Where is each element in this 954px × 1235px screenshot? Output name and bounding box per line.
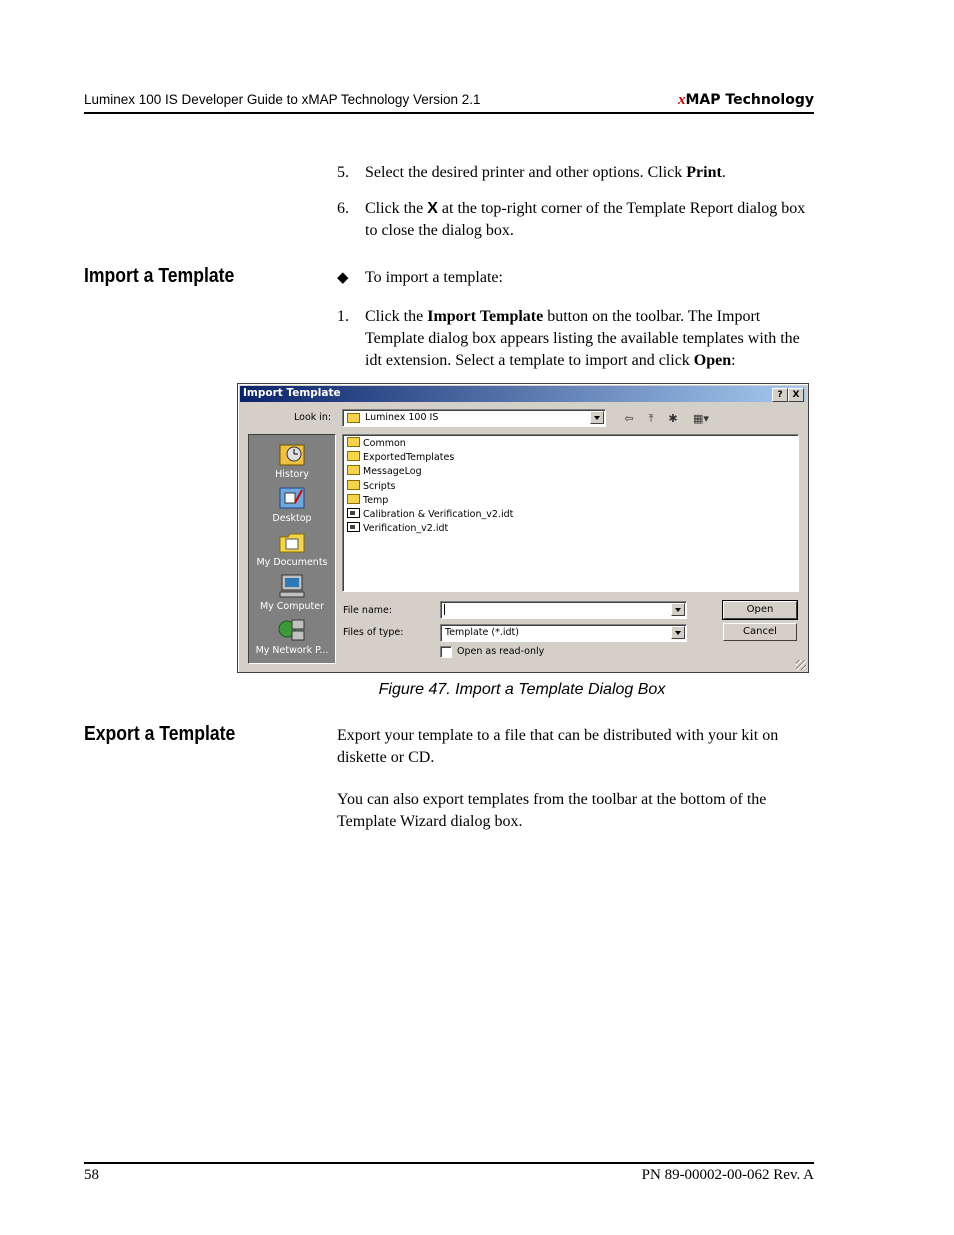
chevron-down-icon[interactable] bbox=[590, 411, 604, 424]
place-history[interactable] bbox=[249, 441, 335, 480]
running-header-brand bbox=[678, 92, 814, 109]
place-my-computer-label: My Computer bbox=[259, 601, 325, 612]
close-button[interactable]: X bbox=[788, 388, 804, 402]
desktop-icon bbox=[277, 485, 307, 511]
step-5-bold: Print bbox=[686, 164, 722, 181]
my-computer-icon bbox=[277, 573, 307, 599]
list-item[interactable] bbox=[347, 480, 396, 494]
files-of-type-select[interactable] bbox=[440, 624, 687, 642]
import-step-1-post: : bbox=[731, 352, 736, 369]
look-in-value: Luminex 100 IS bbox=[365, 412, 439, 423]
list-item[interactable] bbox=[347, 508, 513, 522]
file-name-input[interactable] bbox=[440, 601, 687, 619]
step-5-number: 5. bbox=[337, 164, 349, 181]
look-in-combo[interactable] bbox=[342, 409, 606, 427]
import-step-1-bold2: Open bbox=[693, 352, 732, 369]
folder-icon bbox=[347, 465, 360, 475]
list-item[interactable] bbox=[347, 522, 448, 536]
look-in-label: Look in: bbox=[294, 412, 332, 423]
chevron-down-icon[interactable] bbox=[671, 626, 685, 639]
list-item[interactable] bbox=[347, 465, 422, 479]
import-template-dialog bbox=[237, 383, 809, 673]
step-6-post: at the top-right corner of the Template Report dialog box to close the dialog box. bbox=[365, 200, 806, 239]
list-item-label: Common bbox=[363, 438, 406, 449]
place-my-documents-label: My Documents bbox=[256, 557, 328, 568]
template-file-icon bbox=[347, 508, 360, 518]
import-step-1-mid: button on the toolbar. The Import Template dialog box appears listing the available templates with the idt extension. Select a template to import and click bbox=[365, 308, 800, 369]
step-5-pre: Select the desired printer and other options. Click bbox=[365, 164, 687, 181]
my-documents-icon bbox=[277, 529, 307, 555]
step-6-text bbox=[365, 198, 815, 242]
list-item-label: Calibration & Verification_v2.idt bbox=[363, 509, 514, 520]
brand-x: x bbox=[677, 92, 686, 108]
file-name-label: File name: bbox=[343, 605, 393, 616]
step-6-pre: Click the bbox=[365, 200, 428, 217]
file-list[interactable] bbox=[342, 434, 799, 592]
place-my-documents[interactable] bbox=[249, 529, 335, 568]
list-item-label: MessageLog bbox=[363, 466, 422, 477]
places-bar bbox=[248, 434, 336, 664]
bullet-diamond: ◆ bbox=[337, 270, 349, 286]
list-item-label: Verification_v2.idt bbox=[363, 523, 449, 534]
footer-rule bbox=[84, 1162, 814, 1164]
dialog-title-bar bbox=[240, 386, 806, 402]
history-icon bbox=[277, 441, 307, 467]
back-icon[interactable]: ⇦ bbox=[624, 412, 634, 425]
step-5-text bbox=[365, 162, 815, 184]
cancel-button[interactable]: Cancel bbox=[723, 623, 797, 641]
resize-grip-icon[interactable] bbox=[796, 660, 806, 670]
view-menu-icon[interactable]: ▦▾ bbox=[693, 412, 709, 425]
read-only-label: Open as read-only bbox=[457, 646, 545, 657]
folder-icon bbox=[347, 494, 360, 504]
export-heading: Export a Template bbox=[84, 723, 236, 745]
list-item[interactable] bbox=[347, 451, 454, 465]
export-para-2: You can also export templates from the toolbar at the bottom of the Template Wizard dialog box. bbox=[337, 791, 767, 830]
export-para-1: Export your template to a file that can be distributed with your kit on diskette or CD. bbox=[337, 727, 779, 766]
page-number: 58 bbox=[84, 1167, 99, 1183]
folder-icon bbox=[347, 413, 360, 423]
brand-rest: MAP Technology bbox=[685, 92, 814, 108]
place-my-computer[interactable] bbox=[249, 573, 335, 612]
up-folder-icon[interactable]: ⤒ bbox=[648, 412, 654, 425]
network-places-icon bbox=[277, 617, 307, 643]
step-6-bold: X bbox=[427, 200, 438, 217]
place-desktop-label: Desktop bbox=[272, 513, 312, 524]
folder-icon bbox=[347, 480, 360, 490]
dialog-title: Import Template bbox=[243, 387, 341, 399]
list-item[interactable] bbox=[347, 437, 406, 451]
read-only-checkbox[interactable] bbox=[440, 646, 452, 658]
help-button[interactable]: ? bbox=[772, 388, 788, 402]
template-file-icon bbox=[347, 522, 360, 532]
import-intro: To import a template: bbox=[365, 269, 503, 286]
place-desktop[interactable] bbox=[249, 485, 335, 524]
import-heading: Import a Template bbox=[84, 265, 235, 287]
folder-icon bbox=[347, 451, 360, 461]
place-my-network-label: My Network P... bbox=[255, 645, 329, 656]
new-folder-icon[interactable]: ✱ bbox=[668, 412, 678, 425]
list-item-label: ExportedTemplates bbox=[363, 452, 455, 463]
chevron-down-icon[interactable] bbox=[671, 603, 685, 616]
place-my-network[interactable] bbox=[249, 617, 335, 656]
files-of-type-label: Files of type: bbox=[343, 627, 404, 638]
header-rule bbox=[84, 112, 814, 114]
files-of-type-value: Template (*.idt) bbox=[445, 627, 519, 638]
running-header-title: Luminex 100 IS Developer Guide to xMAP Technology Version 2.1 bbox=[84, 92, 481, 107]
open-button[interactable]: Open bbox=[723, 601, 797, 619]
part-number: PN 89-00002-00-062 Rev. A bbox=[641, 1167, 814, 1183]
folder-icon bbox=[347, 437, 360, 447]
step-5-post: . bbox=[721, 164, 726, 181]
list-item-label: Temp bbox=[363, 495, 389, 506]
figure-caption: Figure 47. Import a Template Dialog Box bbox=[378, 681, 666, 698]
place-history-label: History bbox=[275, 469, 309, 480]
step-6-number: 6. bbox=[337, 200, 349, 217]
import-step-1-bold1: Import Template bbox=[427, 308, 544, 325]
text-caret bbox=[444, 604, 445, 615]
import-step-1-text bbox=[365, 306, 813, 372]
import-step-1-number: 1. bbox=[337, 308, 349, 325]
list-item[interactable] bbox=[347, 494, 388, 508]
import-step-1-pre: Click the bbox=[365, 308, 428, 325]
list-item-label: Scripts bbox=[363, 481, 396, 492]
